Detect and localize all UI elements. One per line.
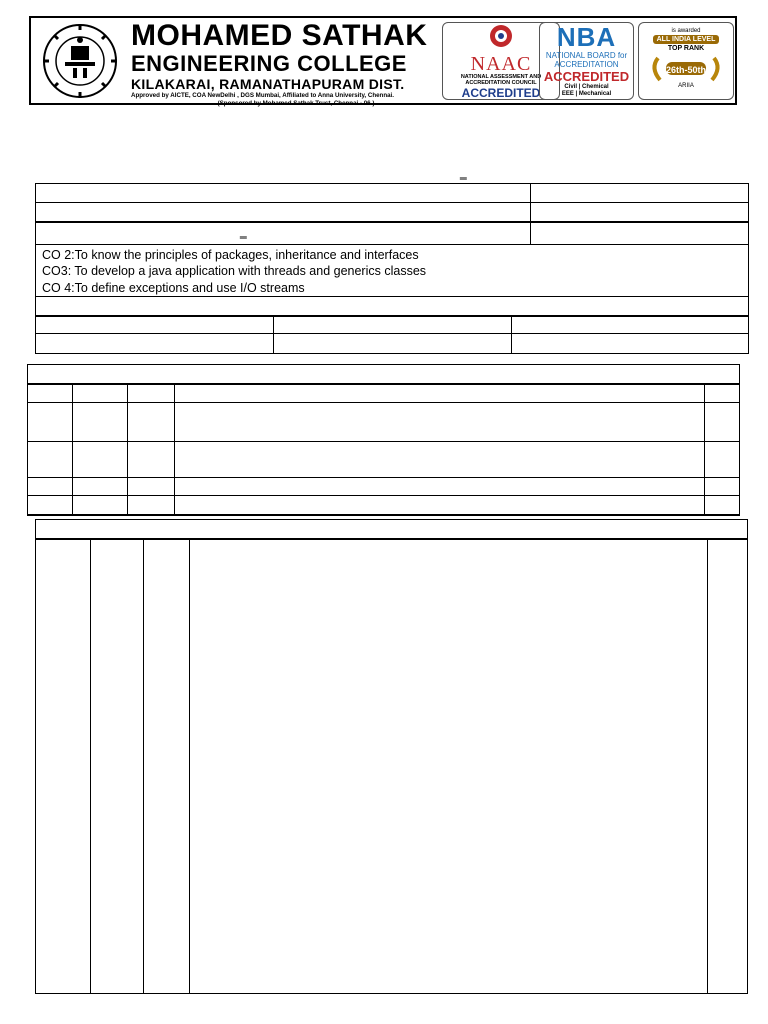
nba-depts-line2: EEE | Mechanical bbox=[561, 91, 612, 97]
col-divider bbox=[72, 383, 73, 515]
rank-line4: 26th-50th bbox=[665, 65, 706, 75]
sponsor-text: (Sponsored by Mohamed Sathak Trust, Chennai - 06.) bbox=[217, 100, 375, 107]
nba-status: ACCREDITED bbox=[543, 69, 630, 84]
dash-mark-top: ‗ bbox=[460, 166, 467, 180]
questions-table bbox=[35, 519, 748, 994]
dash-mark-row3: ‗ bbox=[240, 225, 247, 239]
college-name-line2: ENGINEERING COLLEGE bbox=[131, 51, 407, 76]
row-divider bbox=[27, 495, 740, 496]
rank-line1: is awarded bbox=[671, 28, 701, 34]
course-outcome-4: CO 4:To define exceptions and use I/O streams bbox=[42, 281, 305, 295]
row-divider bbox=[27, 383, 740, 385]
row-divider bbox=[35, 315, 749, 317]
rank-line5: ARIIA bbox=[678, 83, 694, 89]
assessment-table bbox=[27, 364, 740, 516]
rank-line2: ALL INDIA LEVEL bbox=[653, 35, 719, 44]
naac-subtitle: NATIONAL ASSESSMENT AND ACCREDITATION COUNCIL bbox=[460, 74, 542, 86]
nba-subtitle: NATIONAL BOARD for ACCREDITATION bbox=[545, 51, 628, 69]
college-seal-icon bbox=[35, 22, 125, 100]
row-divider bbox=[35, 221, 749, 223]
col-divider bbox=[530, 183, 531, 244]
col-divider bbox=[704, 383, 705, 515]
naac-logo-icon bbox=[486, 23, 516, 49]
row-divider bbox=[27, 477, 740, 478]
college-name-block bbox=[131, 20, 461, 108]
college-location: KILAKARAI, RAMANATHAPURAM DIST. bbox=[131, 76, 405, 92]
nba-title: NBA bbox=[556, 22, 617, 52]
college-name-line1: MOHAMED SATHAK bbox=[131, 19, 428, 52]
col-divider bbox=[143, 538, 144, 994]
row-divider bbox=[27, 514, 740, 516]
row-divider bbox=[27, 441, 740, 442]
course-outcome-3: CO3: To develop a java application with threads and generics classes bbox=[42, 264, 427, 278]
row-divider bbox=[35, 333, 749, 334]
nba-badge bbox=[539, 22, 634, 100]
row-divider bbox=[35, 202, 749, 203]
col-divider bbox=[90, 538, 91, 994]
col-divider bbox=[174, 383, 175, 515]
row-divider bbox=[27, 402, 740, 403]
row-divider bbox=[35, 296, 749, 297]
naac-title: NAAC bbox=[470, 53, 532, 75]
course-outcome-2: CO 2:To know the principles of packages, inheritance and interfaces bbox=[42, 248, 419, 262]
rank-line3: TOP RANK bbox=[667, 45, 705, 52]
approval-text: Approved by AICTE, COA NewDelhi , DGS Mumbai, Affiliated to Anna University, Chennai. bbox=[131, 92, 394, 99]
row-divider bbox=[35, 538, 748, 540]
col-divider bbox=[273, 315, 274, 354]
row-divider bbox=[35, 244, 749, 245]
ariia-rank-badge bbox=[638, 22, 734, 100]
col-divider bbox=[511, 315, 512, 354]
nba-depts-line1: Civil | Chemical bbox=[564, 84, 609, 90]
col-divider bbox=[127, 383, 128, 515]
col-divider bbox=[189, 538, 190, 994]
naac-status: ACCREDITED bbox=[461, 86, 541, 100]
col-divider bbox=[707, 538, 708, 994]
college-header bbox=[29, 16, 737, 105]
